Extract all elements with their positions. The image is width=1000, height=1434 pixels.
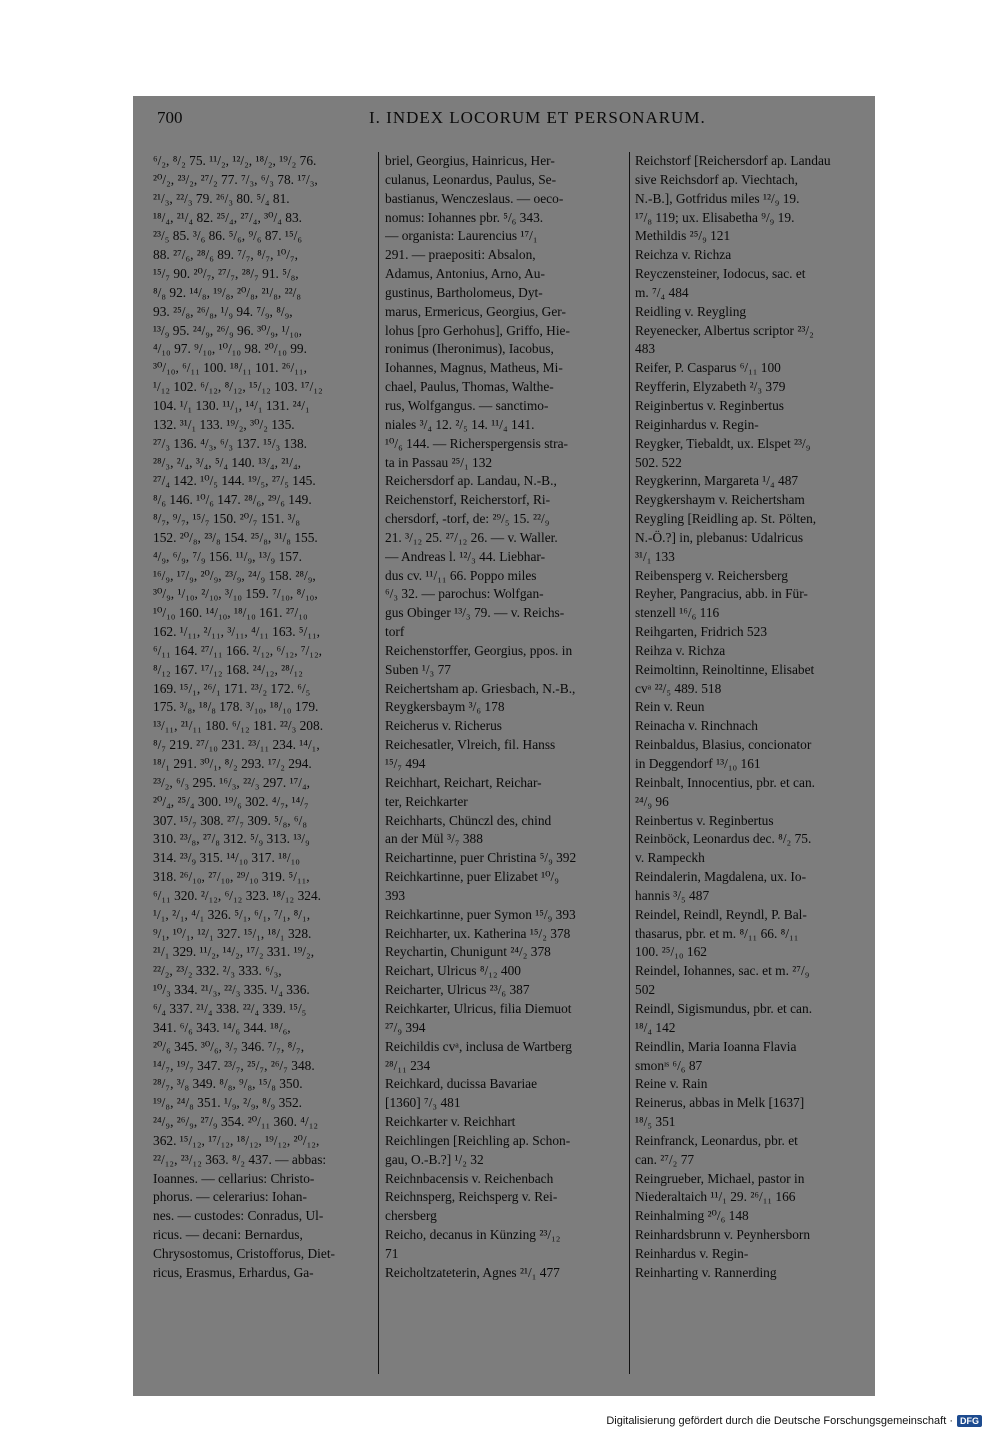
dfg-logo: DFG (957, 1415, 982, 1427)
index-line: Reyczensteiner, Iodocus, sac. et (635, 266, 806, 282)
index-line: sive Reichsdorf ap. Viechtach, (635, 171, 798, 187)
index-line: ¹⁷/₈ 119; ux. Elisabetha ⁹/₉ 19. (635, 209, 795, 225)
index-line: ¹⁸/₄ 142 (635, 1019, 676, 1035)
index-line: Reidling v. Reygling (635, 303, 747, 319)
index-line: Reindel, Iohannes, sac. et m. ²⁷/₉ (635, 963, 810, 979)
funding-notice: Digitalisierung gefördert durch die Deutsche Forschungsgemeinschaft · (606, 1415, 953, 1427)
index-line: Suben ¹/₃ 77 (385, 661, 451, 677)
index-line: Reinbalt, Innocentius, pbr. et can. (635, 774, 815, 790)
index-line: Reichnsperg, Reichsperg v. Rei- (385, 1189, 558, 1205)
index-line: 483 (635, 341, 656, 357)
index-line: ⁶/₁₁ 320. ²/₁₂, ⁶/₁₂ 323. ¹⁸/₁₂ 324. (153, 887, 321, 903)
index-line: N.-Ö.?] in, plebanus: Udalricus (635, 529, 804, 545)
index-line: Reichharts, Chünczl des, chind (385, 812, 552, 828)
index-line: ⁸/₁₂ 167. ¹⁷/₁₂ 168. ²⁴/₁₂, ²⁸/₁₂ (153, 661, 303, 677)
index-line: ²⁰/₄, ²⁵/₄ 300. ¹⁹/₆ 302. ⁴/₇, ¹⁴/₇ (153, 793, 309, 809)
column-divider (629, 152, 630, 1374)
index-line: Reinfranck, Leonardus, pbr. et (635, 1132, 798, 1148)
index-line: ¹³/₉ 95. ²⁴/₉, ²⁶/₉ 96. ³⁰/₉, ¹/₁₀, (153, 322, 303, 338)
index-column-right (635, 152, 875, 1283)
index-line: 393 (385, 887, 406, 903)
index-line: 132. ³¹/₁ 133. ¹⁹/₂, ³⁰/₂ 135. (153, 416, 295, 432)
index-line: ⁸/₈ 92. ¹⁴/₈, ¹⁹/₈, ²⁰/₈, ²¹/₈, ²²/₈ (153, 284, 302, 300)
index-line: ¹⁰/₁₀ 160. ¹⁴/₁₀, ¹⁸/₁₀ 161. ²⁷/₁₀ (153, 605, 308, 621)
index-line: Reichlingen [Reichling ap. Schon- (385, 1132, 571, 1148)
index-line: Reiginhardus v. Regin- (635, 416, 759, 432)
index-line: phorus. — celerarius: Iohan- (153, 1189, 307, 1205)
index-line: Reinerus, abbas in Melk [1637] (635, 1095, 805, 1111)
index-line: Chrysostomus, Cristofforus, Diet- (153, 1245, 336, 1261)
index-line: 169. ¹⁵/₁, ²⁶/₁ 171. ²³/₂ 172. ⁶/₅ (153, 680, 311, 696)
index-line: Reichertsham ap. Griesbach, N.-B., (385, 680, 576, 696)
index-line: ¹³/₁₁, ²¹/₁₁ 180. ⁶/₁₂ 181. ²²/₃ 208. (153, 718, 324, 734)
index-line: ronimus (Iheronimus), Iacobus, (385, 341, 554, 357)
index-line: Reindl, Sigismundus, pbr. et can. (635, 1000, 813, 1016)
index-line: ²⁸/₃, ²/₄, ³/₄, ⁵/₄ 140. ¹³/₄, ²¹/₄, (153, 454, 302, 470)
index-line: Reinhalming ²⁰/₆ 148 (635, 1208, 749, 1224)
index-line: gustinus, Bartholomeus, Dyt- (385, 284, 543, 300)
index-column-middle (385, 152, 625, 1283)
index-line: in Deggendorf ¹³/₁₀ 161 (635, 756, 761, 771)
index-line: Reichnbacensis v. Reichenbach (385, 1170, 554, 1186)
index-line: Reichkard, ducissa Bavariae (385, 1076, 538, 1092)
index-line: smonᶦˢ ⁶/₆ 87 (635, 1057, 703, 1073)
index-line: Reinhardus v. Regin- (635, 1245, 749, 1261)
index-line: ²⁸/₇, ³/₈ 349. ⁸/₈, ⁹/₈, ¹⁵/₈ 350. (153, 1076, 303, 1092)
index-line: chersberg (385, 1208, 437, 1224)
index-line: ter, Reichkarter (385, 793, 468, 809)
index-line: an der Mül ³/₇ 388 (385, 831, 483, 847)
index-line: ²⁰/₆ 345. ³⁰/₆, ³/₇ 346. ⁷/₇, ⁸/₇, (153, 1038, 305, 1054)
index-line: Rein v. Reun (635, 699, 705, 715)
index-line: Reichart, Ulricus ⁸/₁₂ 400 (385, 963, 521, 979)
index-line: thasarus, pbr. et m. ⁸/₁₁ 66. ⁸/₁₁ (635, 925, 799, 941)
index-line: ⁶/₃ 32. — parochus: Wolfgan- (385, 586, 544, 602)
index-line: Reichartinne, puer Christina ⁵/₉ 392 (385, 850, 577, 866)
index-line: Reicho, decanus in Künzing ²³/₁₂ (385, 1227, 561, 1243)
index-line: Reygling [Reidling ap. St. Pölten, (635, 511, 817, 527)
index-line: Reichkartinne, puer Elizabet ¹⁰/₉ (385, 869, 559, 885)
index-line: chael, Paulus, Thomas, Walthe- (385, 379, 554, 395)
index-line: ⁴/₉, ⁶/₉, ⁷/₉ 156. ¹¹/₉, ¹³/₉ 157. (153, 548, 303, 564)
index-line: 318. ²⁶/₁₀, ²⁷/₁₀, ²⁹/₁₀ 319. ⁵/₁₁, (153, 869, 310, 885)
index-line: Reindalerin, Magdalena, ux. Io- (635, 869, 807, 885)
index-line: v. Rampeckh (635, 850, 705, 866)
index-line: N.-B.], Gotfridus miles ¹²/₉ 19. (635, 190, 800, 206)
index-line: Reindel, Reindl, Reyndl, P. Bal- (635, 906, 807, 922)
index-line: Reicharter, Ulricus ²³/₆ 387 (385, 982, 530, 998)
index-line: ²²/₂, ²³/₂ 332. ²/₃ 333. ⁶/₃, (153, 963, 282, 979)
index-line: nomus: Iohannes pbr. ⁵/₆ 343. (385, 209, 544, 225)
index-line: Reygkershaym v. Reichertsham (635, 492, 805, 508)
index-line: 291. — praepositi: Absalon, (385, 247, 536, 263)
index-line: Reibensperg v. Reichersberg (635, 567, 788, 583)
index-line: Reingrueber, Michael, pastor in (635, 1170, 805, 1186)
index-line: Reichildis cvᵃ, inclusa de Wartberg (385, 1038, 572, 1054)
index-line: briel, Georgius, Hainricus, Her- (385, 153, 555, 168)
index-line: 104. ¹/₁ 130. ¹¹/₁, ¹⁴/₁ 131. ²⁴/₁ (153, 397, 310, 413)
index-column-left (153, 152, 375, 1283)
index-line: ¹⁵/₇ 90. ²⁰/₇, ²⁷/₇, ²⁸/₇ 91. ⁵/₈, (153, 266, 299, 282)
index-line: gus Obinger ¹³/₃ 79. — v. Reichs- (385, 605, 565, 621)
index-line: 100. ²⁵/₁₀ 162 (635, 944, 707, 960)
index-line: Reifer, P. Casparus ⁶/₁₁ 100 (635, 360, 781, 376)
index-line: ¹/₁, ²/₁, ⁴/₁ 326. ⁵/₁, ⁶/₁, ⁷/₁, ⁸/₁, (153, 906, 311, 922)
index-line: nes. — custodes: Conradus, Ul- (153, 1208, 324, 1224)
index-line: Reinböck, Leonardus dec. ⁸/₂ 75. (635, 831, 812, 847)
index-line: ²⁰/₂, ²³/₂, ²⁷/₂ 77. ⁷/₃, ⁶/₃ 78. ¹⁷/₃, (153, 171, 318, 187)
index-line: Reine v. Rain (635, 1076, 708, 1092)
index-line: torf (385, 624, 405, 640)
index-line: ¹⁵/₇ 494 (385, 756, 426, 771)
index-line: ricus, Erasmus, Erhardus, Ga- (153, 1264, 314, 1280)
index-line: chersdorf, -torf, de: ²⁹/₅ 15. ²²/₉ (385, 511, 550, 527)
index-line: ⁸/₇ 219. ²⁷/₁₀ 231. ²³/₁₁ 234. ¹⁴/₁, (153, 737, 320, 753)
index-line: ²⁸/₁₁ 234 (385, 1057, 431, 1073)
index-line: ²¹/₃, ²²/₃ 79. ²⁶/₃ 80. ⁵/₄ 81. (153, 190, 290, 206)
index-line: m. ⁷/₄ 484 (635, 284, 689, 300)
index-line: ¹⁸/₁ 291. ³⁰/₁, ⁸/₂ 293. ¹⁷/₂ 294. (153, 756, 312, 771)
index-line: Reimoltinn, Reinoltinne, Elisabet (635, 661, 815, 677)
index-line: Reichersdorf ap. Landau, N.-B., (385, 473, 557, 489)
index-line: Methildis ²⁵/₉ 121 (635, 228, 731, 244)
scanned-page (133, 96, 875, 1396)
index-line: Adamus, Antonius, Arno, Au- (385, 266, 545, 282)
index-line: Reihza v. Richza (635, 642, 726, 658)
index-line: 362. ¹⁵/₁₂, ¹⁷/₁₂, ¹⁸/₁₂, ¹⁹/₁₂, ²⁰/₁₂, (153, 1132, 320, 1148)
index-line: Reichza v. Richza (635, 247, 732, 263)
index-line: lohus [pro Gerhohus], Griffo, Hie- (385, 322, 570, 338)
index-line: Reinhardsbrunn v. Peynhersborn (635, 1227, 811, 1243)
index-line: Reichenstorf, Reicherstorf, Ri- (385, 492, 551, 508)
index-line: 71 (385, 1245, 399, 1261)
index-line: Reinacha v. Rinchnach (635, 718, 758, 734)
index-line: ²⁷/₉ 394 (385, 1019, 426, 1035)
index-line: ta in Passau ²⁵/₁ 132 (385, 454, 493, 470)
index-line: ⁸/₇, ⁹/₇, ¹⁵/₇ 150. ²⁰/₇ 151. ³/₈ (153, 511, 301, 527)
index-line: 341. ⁶/₆ 343. ¹⁴/₆ 344. ¹⁸/₆, (153, 1019, 291, 1035)
index-line: gau, O.-B.?] ¹/₂ 32 (385, 1151, 484, 1167)
index-line: 502 (635, 982, 656, 998)
column-divider (378, 152, 379, 1374)
index-line: 88. ²⁷/₆, ²⁸/₆ 89. ⁷/₇, ⁸/₇, ¹⁰/₇, (153, 247, 298, 263)
index-line: Reicherus v. Richerus (385, 718, 503, 734)
index-line: — Andreas l. ¹²/₃ 44. Liebhar- (385, 548, 546, 564)
index-line: 307. ¹⁵/₇ 308. ²⁷/₇ 309. ⁵/₈, ⁶/₈ (153, 812, 307, 828)
index-line: culanus, Leonardus, Paulus, Se- (385, 171, 557, 187)
index-line: Ioannes. — cellarius: Christo- (153, 1170, 315, 1186)
index-line: Reindlin, Maria Ioanna Flavia (635, 1038, 797, 1054)
index-line: Reichenstorffer, Georgius, ppos. in (385, 642, 573, 658)
index-line: ⁸/₆ 146. ¹⁰/₆ 147. ²⁸/₆, ²⁹/₆ 149. (153, 492, 312, 508)
index-line: ¹⁰/₃ 334. ²¹/₃, ²²/₃ 335. ¹/₄ 336. (153, 982, 310, 998)
index-line: Niederaltaich ¹¹/₁ 29. ²⁶/₁₁ 166 (635, 1189, 796, 1205)
index-line: Iohannes, Magnus, Matheus, Mi- (385, 360, 563, 376)
index-line: ⁶/₁₁ 164. ²⁷/₁₁ 166. ²/₁₂, ⁶/₁₂, ⁷/₁₂, (153, 642, 322, 658)
index-line: Reyenecker, Albertus scriptor ²³/₂ (635, 322, 814, 338)
index-line: Reyfferin, Elyzabeth ²/₃ 379 (635, 379, 786, 395)
index-line: Reichkarter v. Reichhart (385, 1114, 516, 1130)
index-line: Reihgarten, Fridrich 523 (635, 624, 768, 640)
digitization-footer (606, 1414, 982, 1428)
index-line: ²⁷/₃ 136. ⁴/₃, ⁶/₃ 137. ¹⁵/₃ 138. (153, 435, 307, 451)
index-line: 502. 522 (635, 454, 682, 470)
page-number: 700 (157, 108, 183, 127)
index-line: Reychartin, Chunigunt ²⁴/₂ 378 (385, 944, 551, 960)
index-line: Reiginbertus v. Reginbertus (635, 397, 785, 413)
index-line: bastianus, Wenczeslaus. — oeco- (385, 190, 564, 206)
index-line: ²³/₂, ⁶/₃ 295. ¹⁶/₃, ²²/₃ 297. ¹⁷/₄, (153, 774, 311, 790)
index-line: ¹/₁₂ 102. ⁶/₁₂, ⁸/₁₂, ¹⁵/₁₂ 103. ¹⁷/₁₂ (153, 379, 323, 395)
index-line: ²⁷/₄ 142. ¹⁰/₅ 144. ¹⁹/₅, ²⁷/₅ 145. (153, 473, 316, 489)
index-line: ³¹/₁ 133 (635, 548, 675, 564)
index-line: Reyher, Pangracius, abb. in Für- (635, 586, 808, 602)
index-line: ²¹/₁ 329. ¹¹/₂, ¹⁴/₂, ¹⁷/₂ 331. ¹⁹/₂, (153, 944, 315, 960)
page-header (133, 106, 875, 132)
index-line: Reichharter, ux. Katherina ¹⁵/₂ 378 (385, 925, 571, 941)
index-line: hannis ³/₅ 487 (635, 887, 710, 903)
index-line: ¹⁸/₅ 351 (635, 1114, 676, 1130)
index-line: Reichesatler, Vlreich, fil. Hanss (385, 737, 556, 753)
index-line: ricus. — decani: Bernardus, (153, 1227, 303, 1243)
index-line: rus, Wolfgangus. — sanctimo- (385, 397, 549, 413)
index-line: ¹⁹/₈, ²⁴/₈ 351. ¹/₉, ²/₉, ⁸/₉ 352. (153, 1095, 303, 1111)
index-line: 314. ²³/₉ 315. ¹⁴/₁₀ 317. ¹⁸/₁₀ (153, 850, 300, 866)
running-title: I. INDEX LOCORUM ET PERSONARUM. (369, 108, 706, 127)
index-line: ¹⁰/₆ 144. — Richerspergensis stra- (385, 435, 569, 451)
index-line: cvᵃ ²²/₅ 489. 518 (635, 680, 722, 696)
index-line: 175. ³/₈, ¹⁸/₈ 178. ³/₁₀, ¹⁸/₁₀ 179. (153, 699, 319, 715)
index-line: ²⁴/₉ 96 (635, 793, 669, 809)
index-line: Reygker, Tiebaldt, ux. Elspet ²³/₉ (635, 435, 811, 451)
index-line: Reichhart, Reichart, Reichar- (385, 774, 542, 790)
index-line: Reygkersbaym ³/₆ 178 (385, 699, 505, 715)
index-line: Reicholtzateterin, Agnes ²¹/₁ 477 (385, 1264, 560, 1280)
index-line: 21. ³/₁₂ 25. ²⁷/₁₂ 26. — v. Waller. (385, 529, 558, 545)
index-line: ¹⁸/₄, ²¹/₄ 82. ²⁵/₄, ²⁷/₄, ³⁰/₄ 83. (153, 209, 303, 225)
index-line: Reinharting v. Rannerding (635, 1264, 777, 1280)
index-line: 152. ²⁰/₈, ²³/₈ 154. ²⁵/₈, ³¹/₈ 155. (153, 529, 318, 545)
index-line: niales ³/₄ 12. ²/₅ 14. ¹¹/₄ 141. (385, 416, 535, 432)
index-line: ¹⁶/₉, ¹⁷/₉, ²⁰/₉, ²³/₉, ²⁴/₉ 158. ²⁸/₉, (153, 567, 316, 583)
index-line: ²²/₁₂, ²³/₁₂ 363. ⁸/₂ 437. — abbas: (153, 1151, 327, 1167)
index-line: ³⁰/₉, ¹/₁₀, ²/₁₀, ³/₁₀ 159. ⁷/₁₀, ⁸/₁₀, (153, 586, 318, 602)
index-line: 93. ²⁵/₈, ²⁶/₈, ¹/₉ 94. ⁷/₉, ⁸/₉, (153, 303, 293, 319)
index-line: stenzell ¹⁶/₆ 116 (635, 605, 720, 621)
index-line: ⁹/₁, ¹⁰/₁, ¹²/₁ 327. ¹⁵/₁, ¹⁸/₁ 328. (153, 925, 312, 941)
index-line: ²⁴/₉, ²⁶/₉, ²⁷/₉ 354. ²⁰/₁₁ 360. ⁴/₁₂ (153, 1114, 319, 1130)
index-line: ⁶/₄ 337. ²¹/₄ 338. ²²/₄ 339. ¹⁵/₅ (153, 1000, 307, 1016)
index-line: ³⁰/₁₀, ⁶/₁₁ 100. ¹⁸/₁₁ 101. ²⁶/₁₁, (153, 360, 307, 376)
index-line: Reichstorf [Reichersdorf ap. Landau (635, 153, 831, 168)
index-line: dus cv. ¹¹/₁₁ 66. Poppo miles (385, 567, 537, 583)
index-line: ²³/₅ 85. ³/₆ 86. ⁵/₆, ⁹/₆ 87. ¹⁵/₆ (153, 228, 303, 244)
index-line: Reygkerinn, Margareta ¹/₄ 487 (635, 473, 799, 489)
index-line: 162. ¹/₁₁, ²/₁₁, ³/₁₁, ⁴/₁₁ 163. ⁵/₁₁, (153, 624, 321, 640)
index-line: Reinbertus v. Reginbertus (635, 812, 774, 828)
index-line: can. ²⁷/₂ 77 (635, 1151, 695, 1167)
index-line: ¹⁴/₇, ¹⁹/₇ 347. ²³/₇, ²⁵/₇, ²⁶/₇ 348. (153, 1057, 315, 1073)
index-line: ⁴/₁₀ 97. ⁹/₁₀, ¹⁰/₁₀ 98. ²⁰/₁₀ 99. (153, 341, 307, 357)
index-line: [1360] ⁷/₃ 481 (385, 1095, 461, 1111)
index-line: — organista: Laurencius ¹⁷/₁ (385, 228, 538, 244)
index-line: 310. ²³/₈, ²⁷/₈ 312. ⁵/₉ 313. ¹³/₉ (153, 831, 310, 847)
index-line: Reinbaldus, Blasius, concionator (635, 737, 812, 753)
index-line: marus, Ermericus, Georgius, Ger- (385, 303, 566, 319)
index-line: Reichkartinne, puer Symon ¹⁵/₉ 393 (385, 906, 576, 922)
index-line: ⁶/₂, ⁸/₂ 75. ¹¹/₂, ¹²/₂, ¹⁸/₂, ¹⁹/₂ 76. (153, 153, 317, 168)
index-line: Reichkarter, Ulricus, filia Diemuot (385, 1000, 572, 1016)
